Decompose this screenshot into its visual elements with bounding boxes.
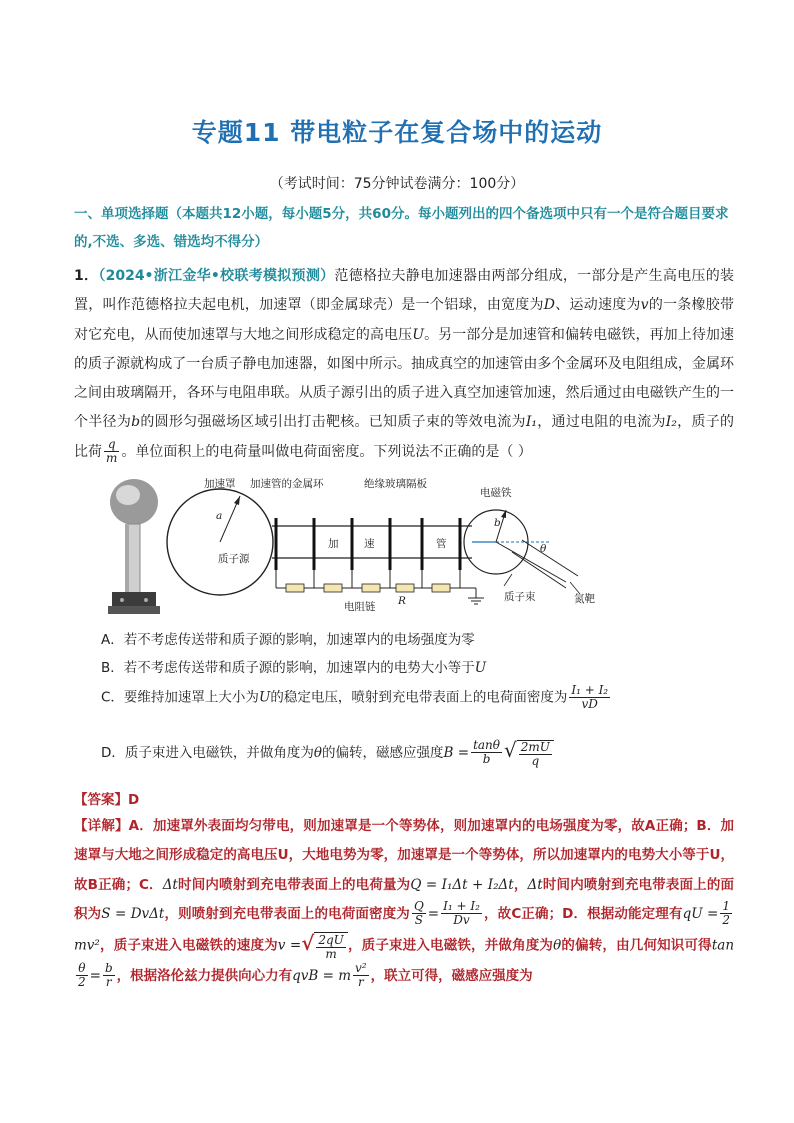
symbol: v: [640, 297, 649, 314]
detail-text: 时间内喷射到充电带表面上的面积为: [74, 876, 734, 922]
question-body: 。另一部分是加速管和偏转电磁铁，再加上待加速的质子源就构成了一台质子静电加速器，如图中所示。抽成真空的加速管由多个金属环及电阻组成，金属环之间由玻璃隔开，各环与电阻串联。从质子源引出的质子进入真空加速管加速，然后通过由电磁铁产生的一个半径为: [74, 326, 735, 431]
detail-text: ，故C正确；D．根据动能定理有: [483, 905, 683, 922]
label-a: a: [216, 510, 223, 522]
denominator: Dv: [453, 913, 470, 928]
symbol: B =: [443, 744, 470, 761]
detail-text: 时间内喷射到充电带表面上的电荷量为: [177, 876, 411, 893]
fraction: [353, 962, 369, 989]
label-R: R: [398, 595, 406, 607]
numerator: b: [104, 961, 113, 976]
denominator: r: [105, 975, 112, 990]
square-root: √ $\frac{2qU}{m}$: [301, 929, 348, 962]
denominator: r: [357, 975, 364, 990]
fraction: [103, 962, 115, 989]
question-body: 、运动速度为: [555, 297, 641, 314]
detail-text: ，质子束进入电磁铁的速度为: [99, 937, 278, 954]
math: qvB = m: [292, 967, 352, 984]
math: tan: [711, 937, 735, 954]
symbol: b: [131, 414, 141, 431]
symbol: U: [258, 689, 271, 706]
detail-text: 的偏转，由几何知识可得: [561, 937, 712, 954]
option-d-text: D．质子束进入电磁铁，并做角度为: [101, 744, 314, 761]
question-1-text: [74, 262, 734, 467]
fraction: [569, 684, 610, 711]
label-beam: 质子束: [504, 591, 536, 603]
label-jiasuzhao: 加速罩: [204, 478, 236, 490]
option-c-text: C．要维持加速罩上大小为: [101, 689, 259, 706]
fraction: [471, 739, 502, 766]
denominator: q: [531, 753, 540, 768]
detail-text: ，: [513, 876, 528, 893]
denominator: S: [414, 913, 423, 928]
exam-info: （考试时间：75分钟试卷满分：100分）: [269, 176, 525, 192]
square-root: √ $\frac{2mU}{q}$: [504, 738, 554, 768]
math: Q = I₁Δt + I₂Δt: [410, 876, 514, 893]
detail-head: 【详解】: [74, 818, 129, 834]
option-a: A．若不考虑传送带和质子源的影响，加速罩内的电场强度为零: [101, 632, 475, 648]
option-d-text: 的偏转，磁感应强度: [322, 744, 444, 761]
denominator: m: [106, 451, 118, 466]
question-body: ，通过电阻的电流为: [536, 414, 666, 431]
question-body: 范德格拉夫静电加速器由两部分组成，一部分是产生高电压的装置，叫作范德格拉夫起电机，加速罩（即金属球壳）是一个铝球，由宽度为: [74, 268, 734, 314]
label-magnet: 电磁铁: [480, 487, 512, 499]
denominator: b: [482, 752, 491, 767]
symbol: I₂: [665, 414, 677, 431]
label-target: 氮靶: [574, 593, 595, 605]
label-glass: 绝缘玻璃隔板: [364, 478, 427, 490]
question-source: （2024•浙江金华•校联考模拟预测）: [98, 268, 335, 284]
accelerator-diagram: [100, 474, 612, 624]
question-body: ，质子的比荷: [74, 414, 735, 460]
denominator: 2: [722, 913, 730, 928]
detail-text: ，质子束进入电磁铁，并做角度为: [347, 937, 554, 954]
label-tube-2: 速: [364, 538, 375, 550]
symbol: U: [474, 660, 487, 676]
question-body: 。单位面积上的电荷量叫做电荷面密度。下列说法不正确的是（ ）: [121, 443, 532, 460]
denominator: vD: [581, 697, 598, 711]
detail-text: A．加速罩外表面均匀带电，则加速罩是一个等势体，则加速罩内的电场强度为零，故A正确；B．加速罩与大地之间形成稳定的高电压U，大地电势为零，加速罩是一个等势体，所以加速罩内的电势大小等于U，故B正确；C．: [74, 818, 735, 893]
math: Δt: [527, 876, 543, 893]
symbol: U: [412, 326, 424, 343]
label-ring: 加速管的金属环: [250, 478, 324, 490]
label-b: b: [494, 517, 501, 529]
section-heading: 一、单项选择题（本题共12小题，每小题5分，共60分。每小题列出的四个备选项中只有一个是符合题目要求的,不选、多选、错选均不得分）: [74, 206, 729, 250]
numerator: 2qU: [318, 932, 344, 947]
option-d: [101, 738, 554, 768]
symbol: I₁: [525, 414, 537, 431]
question-body: 的圆形匀强磁场区域引出打击靶核。已知质子束的等效电流为: [140, 414, 526, 431]
label-theta: θ: [540, 543, 547, 555]
numerator: Q: [413, 899, 424, 914]
question-number: 1．: [74, 268, 99, 284]
math: θ: [553, 937, 562, 954]
numerator: 1: [722, 899, 730, 914]
option-c: [101, 684, 612, 711]
option-b-text: B．若不考虑传送带和质子源的影响，加速罩内的电势大小等于: [101, 660, 475, 676]
fraction: [720, 900, 732, 927]
symbol: θ: [313, 744, 323, 761]
fraction: [76, 962, 88, 989]
numerator: 2mU: [520, 739, 550, 754]
math: Δt: [162, 876, 178, 893]
question-body: 的一条橡胶带对它充电，从而使加速罩与大地之间形成稳定的高电压: [74, 297, 735, 343]
label-chain: 电阻链: [344, 601, 376, 613]
denominator: m: [325, 946, 337, 961]
math: mv²: [74, 937, 100, 954]
denominator: 2: [78, 975, 86, 990]
math: =: [89, 967, 101, 984]
answer: 【答案】D: [74, 792, 140, 808]
fraction: [412, 900, 426, 927]
label-tube-3: 管: [436, 538, 447, 550]
label-tube-1: 加: [328, 538, 339, 550]
math: v =: [277, 937, 302, 954]
detail-text: ，联立可得，磁感应强度为: [370, 967, 533, 984]
math: qU =: [682, 905, 719, 922]
option-b: [101, 656, 486, 676]
math: =: [427, 905, 440, 922]
van-de-graaff-photo: [100, 474, 162, 624]
numerator: I₁ + I₂: [571, 683, 609, 697]
solution-detail: [74, 812, 734, 991]
detail-text: ，根据洛伦兹力提供向心力有: [116, 967, 293, 984]
label-source: 质子源: [218, 553, 250, 565]
fraction: [104, 438, 119, 465]
symbol: D: [543, 297, 556, 314]
numerator: q: [104, 438, 119, 452]
numerator: tanθ: [473, 738, 501, 753]
numerator: I₁ + I₂: [443, 899, 480, 914]
math: S = DvΔt: [101, 905, 165, 922]
numerator: v²: [355, 961, 367, 976]
fraction: [441, 900, 482, 927]
option-c-text: 的稳定电压，喷射到充电带表面上的电荷面密度为: [270, 689, 568, 706]
detail-text: ，则喷射到充电带表面上的电荷面密度为: [164, 905, 410, 922]
page-title: 专题11 带电粒子在复合场中的运动: [191, 118, 603, 147]
numerator: θ: [76, 962, 88, 976]
